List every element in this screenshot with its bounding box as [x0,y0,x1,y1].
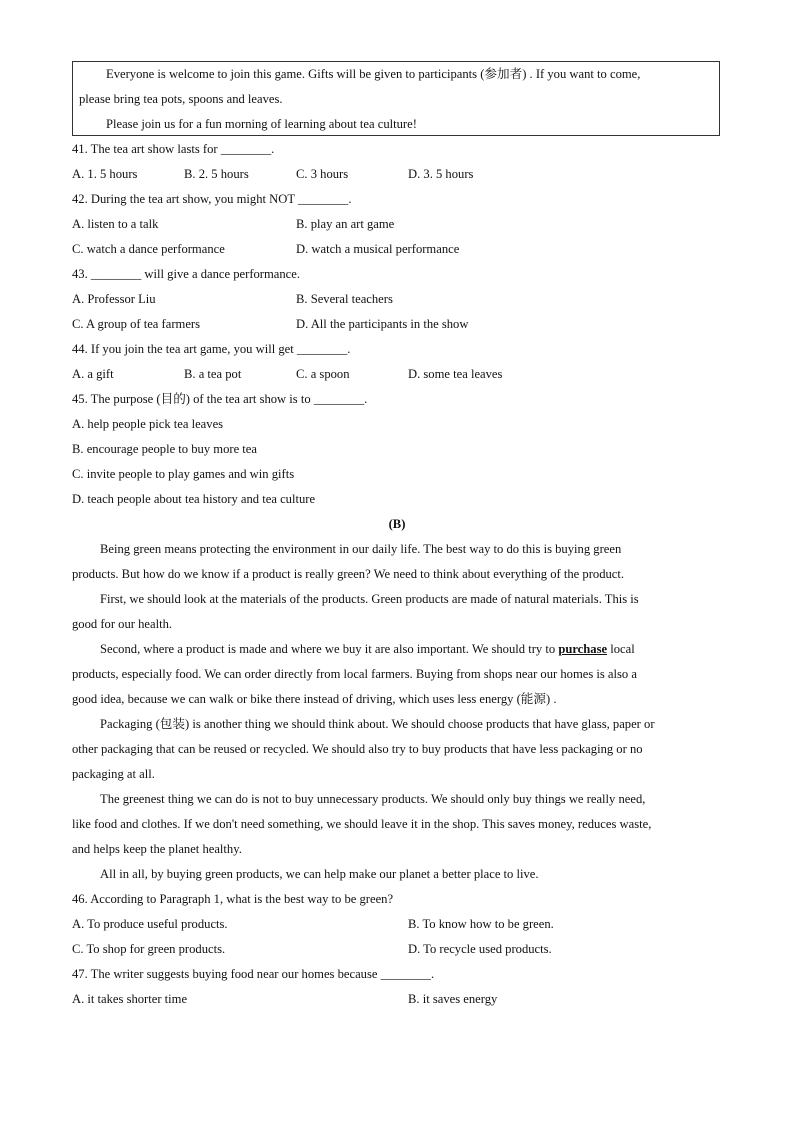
question-43: 43. ________ will give a dance performance. [72,267,301,281]
passage-p3-line3: good idea, because we can walk or bike there instead of driving, which uses less energy (能源) . [72,692,557,706]
q44-option-d[interactable]: D. some tea leaves [408,367,503,381]
question-42: 42. During the tea art show, you might NOT ________. [72,192,352,206]
passage-p6-line1: All in all, by buying green products, we can help make our planet a better place to live. [100,867,539,881]
q43-option-a[interactable]: A. Professor Liu [72,292,156,306]
q42-option-c[interactable]: C. watch a dance performance [72,242,225,256]
q41-option-c[interactable]: C. 3 hours [296,167,349,181]
passage-p2-line1: First, we should look at the materials of the products. Green products are made of natural materials. This is [100,592,639,606]
passage-p5-line1: The greenest thing we can do is not to buy unnecessary products. We should only buy things we really need, [100,792,646,806]
keyword-purchase: purchase [558,642,608,656]
q45-option-d[interactable]: D. teach people about tea history and tea culture [72,492,316,506]
q45-option-a[interactable]: A. help people pick tea leaves [72,417,224,431]
notice-line-1: Everyone is welcome to join this game. Gifts will be given to participants (参加者) . If you want to come, [106,67,641,81]
q46-option-a[interactable]: A. To produce useful products. [72,917,228,931]
passage-p4-line1: Packaging (包装) is another thing we should think about. We should choose products that have glass, paper or [100,717,655,731]
q45-option-c[interactable]: C. invite people to play games and win gifts [72,467,295,481]
passage-p2-line2: good for our health. [72,617,173,631]
passage-p4-line2: other packaging that can be reused or recycled. We should also try to buy products that have less packaging or no [72,742,643,756]
passage-p3-line2: products, especially food. We can order directly from local farmers. Buying from shops near our homes is also a [72,667,637,681]
q42-option-b[interactable]: B. play an art game [296,217,395,231]
q43-option-c[interactable]: C. A group of tea farmers [72,317,201,331]
q47-option-a[interactable]: A. it takes shorter time [72,992,188,1006]
question-44: 44. If you join the tea art game, you will get ________. [72,342,351,356]
q46-option-b[interactable]: B. To know how to be green. [408,917,554,931]
question-41: 41. The tea art show lasts for ________. [72,142,275,156]
q43-option-d[interactable]: D. All the participants in the show [296,317,469,331]
q47-option-b[interactable]: B. it saves energy [408,992,498,1006]
q42-option-d[interactable]: D. watch a musical performance [296,242,460,256]
q46-option-d[interactable]: D. To recycle used products. [408,942,552,956]
passage-p3-pre: Second, where a product is made and where we buy it are also important. We should try to [100,642,559,656]
q44-option-b[interactable]: B. a tea pot [184,367,242,381]
q44-option-a[interactable]: A. a gift [72,367,114,381]
notice-line-2: please bring tea pots, spoons and leaves. [79,92,283,106]
q43-option-b[interactable]: B. Several teachers [296,292,393,306]
question-45: 45. The purpose (目的) of the tea art show is to ________. [72,392,368,406]
passage-p1-line2: products. But how do we know if a product is really green? We need to think about everything of the product. [72,567,625,581]
question-46: 46. According to Paragraph 1, what is the best way to be green? [72,892,394,906]
section-b-heading: (B) [388,517,406,531]
passage-p4-line3: packaging at all. [72,767,155,781]
q44-option-c[interactable]: C. a spoon [296,367,350,381]
q41-option-d[interactable]: D. 3. 5 hours [408,167,474,181]
notice-line-3: Please join us for a fun morning of learning about tea culture! [106,117,417,131]
passage-p1-line1: Being green means protecting the environment in our daily life. The best way to do this is buying green [100,542,622,556]
passage-p5-line3: and helps keep the planet healthy. [72,842,242,856]
q41-option-b[interactable]: B. 2. 5 hours [184,167,249,181]
passage-p3-line1 [100,641,635,657]
q42-option-a[interactable]: A. listen to a talk [72,217,159,231]
q46-option-c[interactable]: C. To shop for green products. [72,942,226,956]
passage-p3-post: local [607,642,635,656]
question-47: 47. The writer suggests buying food near our homes because ________. [72,967,435,981]
passage-p5-line2: like food and clothes. If we don't need something, we should leave it in the shop. This saves money, reduces waste, [72,817,652,831]
q41-option-a[interactable]: A. 1. 5 hours [72,167,138,181]
q45-option-b[interactable]: B. encourage people to buy more tea [72,442,257,456]
